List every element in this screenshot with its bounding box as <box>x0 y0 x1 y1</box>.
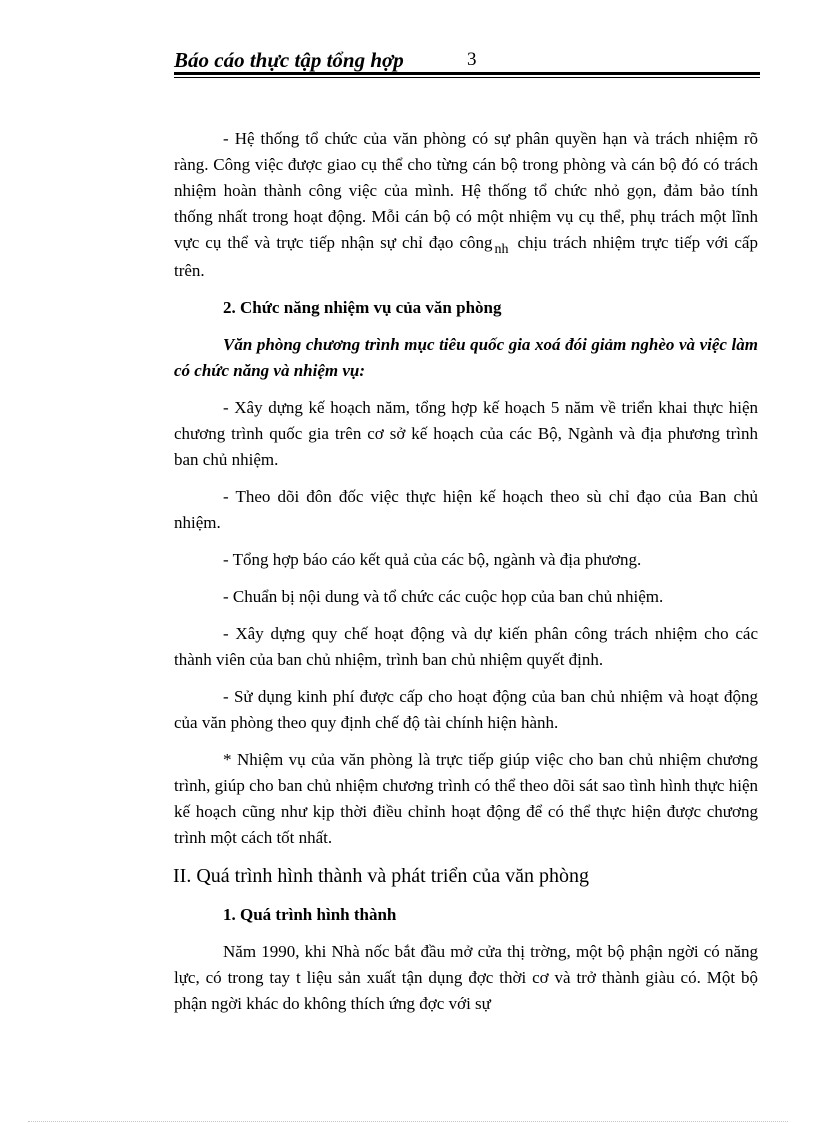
header-rule-thick <box>174 72 760 75</box>
bullet-item: - Sử dụng kinh phí được cấp cho hoạt động của ban chủ nhiệm và hoạt động của văn phòng theo quy định chế độ tài chính hiện hành. <box>174 687 758 732</box>
header-rule-thin <box>174 77 760 78</box>
paragraph-organization-text: - Hệ thống tổ chức của văn phòng có sự phân quyền hạn và trách nhiệm rõ ràng. Công việc được giao cụ thể cho từng cán bộ trong phòng và cán bộ đó có trách nhiệm hoàn thành công việc của mình. Hệ thống tổ chức nhỏ gọn, đảm bảo tính thống nhất trong hoạt động. Mỗi cán bộ có một nhiệm vụ cụ thể, phụ trách một lĩnh vực cụ thể và trực tiếp nhận sự chỉ đạo công <box>174 129 758 252</box>
heading-formation: 1. Quá trình hình thành <box>223 905 397 924</box>
stray-subscript-text: nh <box>494 242 509 257</box>
duty-note: * Nhiệm vụ của văn phòng là trực tiếp giúp việc cho ban chủ nhiệm chương trình, giúp cho ban chủ nhiệm chương trình có thể theo dõi sát sao tình hình thực hiện kế hoạch cũng như kịp thời điều chỉnh hoạt động để có thể thực hiện được chương trình một cách tốt nhất. <box>174 750 758 847</box>
bullet-item: - Chuẩn bị nội dung và tổ chức các cuộc họp của ban chủ nhiệm. <box>223 587 664 606</box>
paragraph-organization <box>174 126 758 284</box>
document-body <box>174 126 758 1028</box>
page-bottom-border <box>28 1121 788 1122</box>
bullet-item: - Xây dựng kế hoạch năm, tổng hợp kế hoạch 5 năm về triển khai thực hiện chương trình quốc gia trên cơ sở kế hoạch của các Bộ, Ngành và địa phương trình ban chủ nhiệm. <box>174 398 758 469</box>
bullet-item: - Xây dựng quy chế hoạt động và dự kiến phân công trách nhiệm cho các thành viên của ban chủ nhiệm, trình ban chủ nhiệm quyết định. <box>174 624 758 669</box>
functions-intro: Văn phòng chương trình mục tiêu quốc gia xoá đói giảm nghèo và việc làm có chức năng và nhiệm vụ: <box>174 335 758 380</box>
page-number: 3 <box>467 49 477 70</box>
formation-paragraph: Năm 1990, khi Nhà nốc bắt đầu mở cửa thị trờng, một bộ phận ngời có năng lực, có trong tay t liệu sản xuất tận dụng đợc thời cơ và trở thành giàu có. Một bộ phận ngời khác do không thích ứng đợc với sự <box>174 942 758 1013</box>
section-heading: II. Quá trình hình thành và phát triển của văn phòng <box>173 865 589 887</box>
bullet-item: - Theo dõi đôn đốc việc thực hiện kế hoạch theo sù chỉ đạo của Ban chủ nhiệm. <box>174 487 758 532</box>
paragraph-organization-end: chịu trách nhiệm trực tiếp với cấp trên. <box>174 233 758 280</box>
header-title: Báo cáo thực tập tổng hợp <box>174 48 404 72</box>
bullet-item: - Tổng hợp báo cáo kết quả của các bộ, ngành và địa phương. <box>223 550 642 569</box>
heading-functions: 2. Chức năng nhiệm vụ của văn phòng <box>223 298 502 317</box>
